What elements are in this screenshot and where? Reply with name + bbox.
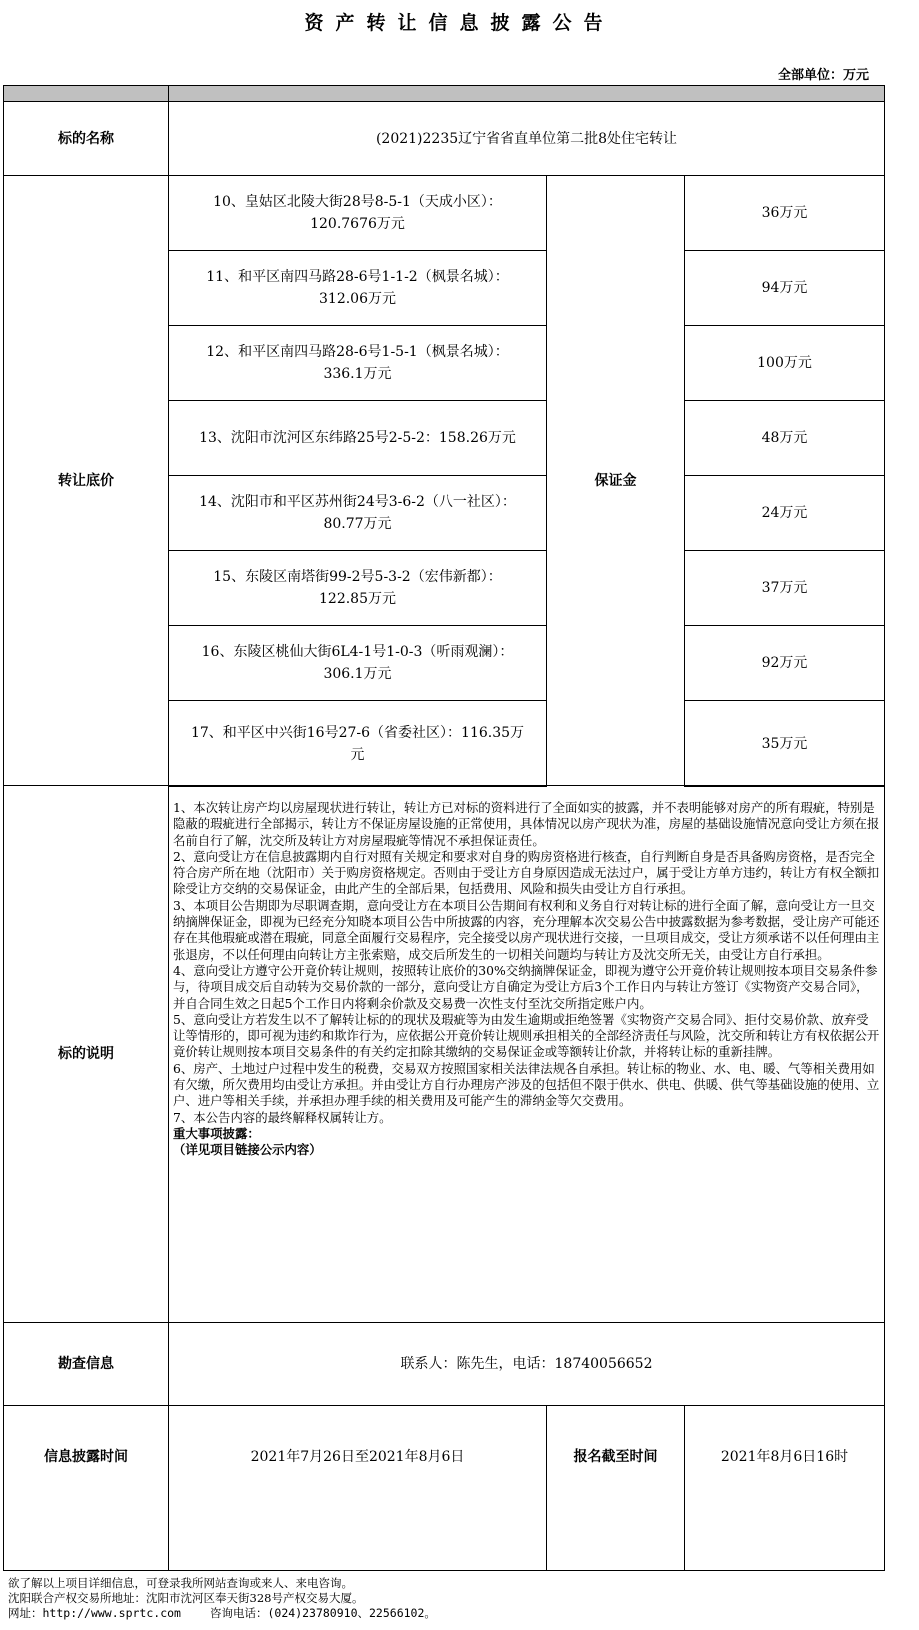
deadline-value: 2021年8月6日16时 <box>684 1405 885 1571</box>
header-cell-left <box>3 85 169 102</box>
header-cell-right <box>168 85 885 102</box>
item-description: 13、沈阳市沈河区东纬路25号2-5-2：158.26万元 <box>168 400 547 476</box>
item-deposit: 48万元 <box>684 400 885 476</box>
footer-phone: 咨询电话：(024)23780910、22566102。 <box>210 1606 436 1620</box>
desc-paragraph: 3、本项目公告期即为尽职调查期，意向受让方在本项目公告期间有权利和义务自行对转让标的进行全面了解，意向受让方一旦交纳摘牌保证金，即视为已经充分知晓本项目公告中所披露的内容，充分理解本次交易公告中披露数据为参考数据，受让房产可能还存在其他瑕疵或潜在瑕疵，同意全面履行交易程序，完全接受以房产现状进行交接，一旦项目成交，受让方须承诺不以任何理由主张退房，不以任何理由向转让方主张索赔，成交后所发生的一切相关问题均与转让方及沈交所无关，由受让方自行承担。 <box>173 897 880 962</box>
item-description: 11、和平区南四马路28-6号1-1-2（枫景名城）：312.06万元 <box>168 250 547 326</box>
name-label: 标的名称 <box>3 101 169 176</box>
desc-content <box>168 785 885 1323</box>
period-value: 2021年7月26日至2021年8月6日 <box>168 1405 547 1571</box>
item-deposit: 35万元 <box>684 700 885 787</box>
desc-paragraph: 5、意向受让方若发生以不了解转让标的的现状及瑕疵等为由发生逾期或拒绝签署《实物资产交易合同》、拒付交易价款、放弃受让等情形的，即可视为违约和欺诈行为，应依据公开竟价转让规则承担相关的全部经济责任与风险，沈交所和转让方有权依据公开竟价转让规则按本项目交易条件的有关约定扣除其缴纳的交易保证金或等额转让价款，并将转让标的重新挂牌。 <box>173 1011 880 1060</box>
item-description: 15、东陵区南塔街99-2号5-3-2（宏伟新都）：122.85万元 <box>168 550 547 626</box>
footer-line-2: 沈阳联合产权交易所地址：沈阳市沈河区奉天街328号产权交易大厦。 <box>8 1591 364 1605</box>
item-description: 16、东陵区桃仙大街6L4-1号1-0-3（听雨观澜）：306.1万元 <box>168 625 547 701</box>
major-value: （详见项目链接公示内容） <box>173 1142 322 1158</box>
item-deposit: 94万元 <box>684 250 885 326</box>
item-deposit: 37万元 <box>684 550 885 626</box>
footer-line-1: 欲了解以上项目详细信息，可登录我所网站查询或来人、来电咨询。 <box>8 1576 353 1590</box>
item-description: 10、皇姑区北陵大街28号8-5-1（天成小区）：120.7676万元 <box>168 175 547 251</box>
deadline-label: 报名截至时间 <box>546 1405 685 1571</box>
desc-paragraph: 4、意向受让方遵守公开竟价转让规则，按照转让底价的30%交纳摘牌保证金，即视为遵守公开竟价转让规则按本项目交易条件参与，待项目成交后自动转为交易价款的一部分，意向受让方自确定为受让方后3个工作日内与转让方签订《实物资产交易合同》，并自合同生效之日起5个工作日内将剩余价款及交易费一次性支付至沈交所指定账户内。 <box>173 962 878 1011</box>
desc-label: 标的说明 <box>3 785 169 1323</box>
desc-paragraph: 6、房产、土地过户过程中发生的税费，交易双方按照国家相关法律法规各自承担。转让标的物业、水、电、暖、气等相关费用如有欠缴，所欠费用均由受让方承担。并由受让方自行办理房产涉及的包括但不限于供水、供电、供暖、供气等基础设施的使用、立户、进户等相关手续，并承担办理手续的相关费用及可能产生的滞纳金等欠交费用。 <box>173 1060 880 1109</box>
item-description: 14、沈阳市和平区苏州街24号3-6-2（八一社区）：80.77万元 <box>168 475 547 551</box>
item-description: 12、和平区南四马路28-6号1-5-1（枫景名城）：336.1万元 <box>168 325 547 401</box>
unit-note: 全部单位：万元 <box>777 68 869 83</box>
item-description: 17、和平区中兴街16号27-6（省委社区）：116.35万元 <box>168 700 547 787</box>
price-label: 转让底价 <box>3 175 169 786</box>
survey-value: 联系人：陈先生，电话：18740056652 <box>168 1322 885 1406</box>
major-label: 重大事项披露： <box>173 1125 260 1141</box>
desc-paragraph: 1、本次转让房产均以房屋现状进行转让，转让方已对标的资料进行了全面如实的披露，并不表明能够对房产的所有瑕疵，特别是隐蔽的瑕疵进行全部揭示，转让方不保证房屋设施的正常使用，具体情况以房产现状为准，房屋的基础设施情况意向受让方须在报名前自行了解，沈交所及转让方对房屋瑕疵等情况不承担保证责任。 <box>173 800 880 848</box>
desc-paragraph: 2、意向受让方在信息披露期内自行对照有关规定和要求对自身的购房资格进行核查，自行判断自身是否具备购房资格，是否完全符合房产所在地（沈阳市）关于购房资格规定。否则由于受让方自身原因造成无法过户，属于受让方单方违约，转让方有权全额扣除受让方交纳的交易保证金，由此产生的全部后果，包括费用、风险和损失由受让方自行承担。 <box>173 848 880 897</box>
item-deposit: 100万元 <box>684 325 885 401</box>
name-value: (2021)2235辽宁省省直单位第二批8处住宅转让 <box>168 101 885 176</box>
deposit-label: 保证金 <box>546 175 685 786</box>
item-deposit: 36万元 <box>684 175 885 251</box>
page-title: 资产转让信息披露公告 <box>304 12 615 34</box>
item-deposit: 92万元 <box>684 625 885 701</box>
desc-paragraph: 7、本公告内容的最终解释权属转让方。 <box>173 1109 392 1125</box>
footer-website[interactable]: 网址：http://www.sprtc.com <box>8 1606 181 1620</box>
survey-label: 勘查信息 <box>3 1322 169 1406</box>
period-label: 信息披露时间 <box>3 1405 169 1571</box>
item-deposit: 24万元 <box>684 475 885 551</box>
